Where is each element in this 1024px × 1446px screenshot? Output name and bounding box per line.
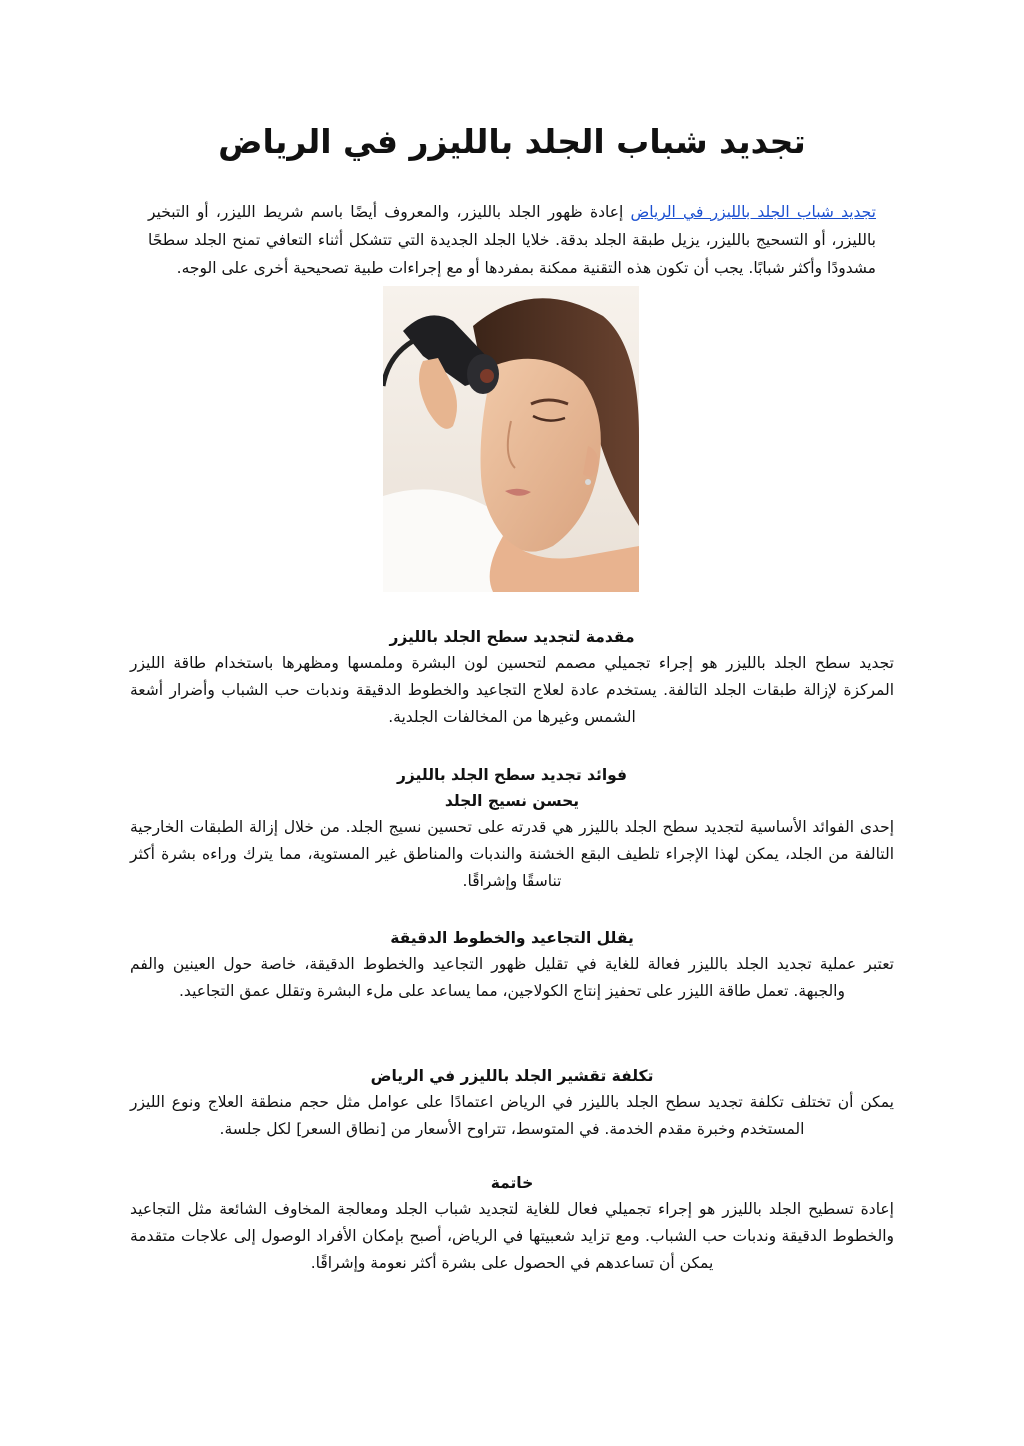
- page-title: تجديد شباب الجلد بالليزر في الرياض: [218, 122, 806, 161]
- section-wrinkles: [130, 925, 894, 1005]
- section-body: إعادة تسطيح الجلد بالليزر هو إجراء تجميلي فعال للغاية لتجديد شباب الجلد ومعالجة المخاوف الشائعة مثل التجاعيد والخطوط الدقيقة وندبات حب الشباب. ومع تزايد شعبيتها في الرياض، أصبح بإمكان الأفراد الوصول إلى علاجات متقدمة يمكن أن تساعدهم في الحصول على بشرة أكثر نعومة وإشراقًا.: [130, 1200, 894, 1272]
- section-cost: [130, 1063, 894, 1143]
- intro-text: إعادة ظهور الجلد بالليزر، والمعروف أيضًا باسم شريط الليزر، أو التبخير بالليزر، أو التسحيج بالليزر، يزيل طبقة الجلد بدقة. خلايا الجلد الجديدة التي تتشكل أثناء التعافي تمنح الجلد سطحًا مشدودًا وأكثر شبابًا. يجب أن تكون هذه التقنية ممكنة بمفردها أو مع إجراءات طبية تصحيحية أخرى على الوجه.: [148, 203, 876, 277]
- intro-paragraph: [148, 198, 876, 282]
- section-body: إحدى الفوائد الأساسية لتجديد سطح الجلد بالليزر هي قدرته على تحسين نسيج الجلد. من خلال إزالة الطبقات الخارجية التالفة من الجلد، يمكن لهذا الإجراء تلطيف البقع الخشنة والندبات والمناطق غير المستوية، مما يترك وراءه بشرة أكثر تناسقًا وإشراقًا.: [130, 818, 894, 890]
- section-body: تجديد سطح الجلد بالليزر هو إجراء تجميلي مصمم لتحسين لون البشرة وملمسها ومظهرها باستخدام طاقة الليزر المركزة لإزالة طبقات الجلد التالفة. يستخدم عادة لعلاج التجاعيد والخطوط الدقيقة وندبات حب الشباب وأضرار أشعة الشمس وغيرها من المخالفات الجلدية.: [130, 654, 894, 726]
- section-benefits: [130, 762, 894, 895]
- section-heading: فوائد تجديد سطح الجلد بالليزر: [396, 766, 628, 784]
- intro-link[interactable]: تجديد شباب الجلد بالليزر في الرياض: [630, 203, 876, 221]
- section-heading: خاتمة: [490, 1174, 534, 1192]
- section-subheading: يحسن نسيج الجلد: [444, 792, 580, 810]
- section-introduction: [130, 624, 894, 731]
- section-heading: يقلل التجاعيد والخطوط الدقيقة: [390, 929, 634, 947]
- section-conclusion: [130, 1170, 894, 1277]
- section-heading: مقدمة لتجديد سطح الجلد بالليزر: [389, 628, 635, 646]
- laser-treatment-photo: [383, 286, 639, 592]
- section-body: تعتبر عملية تجديد الجلد بالليزر فعالة للغاية في تقليل ظهور التجاعيد والخطوط الدقيقة، خاصة حول العينين والفم والجبهة. تعمل طاقة الليزر على تحفيز إنتاج الكولاجين، مما يساعد على ملء البشرة وتقلل عمق التجاعيد.: [130, 955, 894, 1000]
- section-heading: تكلفة تقشير الجلد بالليزر في الرياض: [370, 1067, 654, 1085]
- section-body: يمكن أن تختلف تكلفة تجديد سطح الجلد بالليزر في الرياض اعتمادًا على عوامل مثل حجم منطقة العلاج ونوع الليزر المستخدم وخبرة مقدم الخدمة. في المتوسط، تتراوح الأسعار من [نطاق السعر] لكل جلسة.: [130, 1093, 894, 1138]
